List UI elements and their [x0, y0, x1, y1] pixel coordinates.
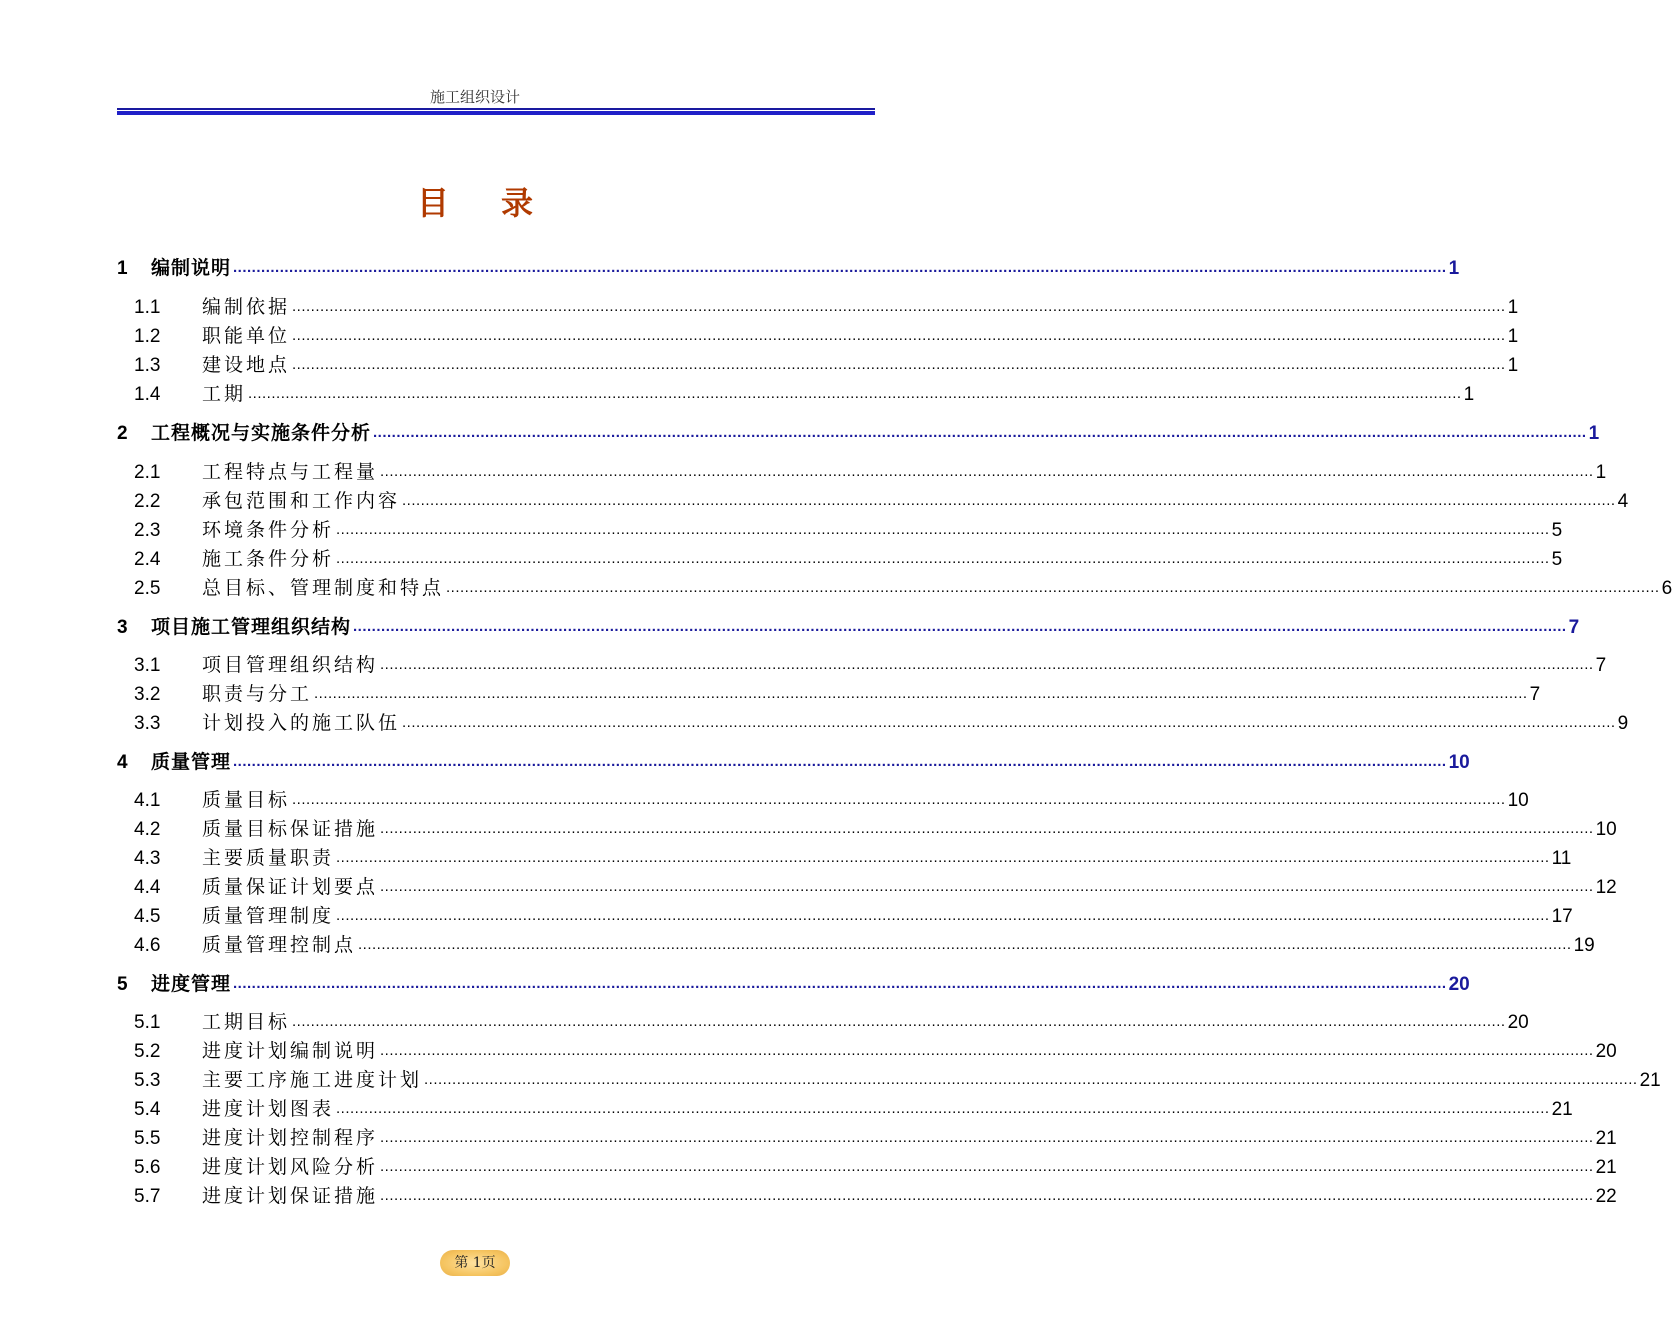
toc-entry-page: 20 [1448, 974, 1470, 995]
toc-entry-title: 质量目标 [202, 789, 291, 811]
toc-entry-number: 5.4 [134, 1099, 161, 1120]
toc-section-entry[interactable] [134, 1126, 1617, 1150]
toc-title-char-1: 目 [416, 184, 449, 222]
toc-section-entry[interactable] [134, 1068, 1661, 1092]
toc-entry-number: 2.5 [134, 578, 161, 599]
toc-entry-title: 职责与分工 [202, 683, 313, 705]
toc-dot-leader: .................................................................................................................................................................................................................................................................... [233, 975, 1447, 992]
toc-chapter-entry[interactable] [117, 972, 1470, 996]
toc-entry-page: 22 [1595, 1186, 1617, 1207]
toc-entry-number: 2.4 [134, 549, 161, 570]
toc-dot-leader: .................................................................................................................................................................................................................................................................... [314, 685, 1528, 702]
toc-dot-leader: .................................................................................................................................................................................................................................................................... [292, 327, 1506, 344]
toc-section-entry[interactable] [134, 518, 1563, 542]
toc-entry-number: 2 [117, 423, 128, 444]
toc-entry-title: 编制说明 [151, 257, 232, 279]
page-number-badge: 第 1页 [440, 1250, 510, 1276]
toc-entry-title: 施工条件分析 [202, 548, 335, 570]
toc-entry-page: 21 [1639, 1070, 1661, 1091]
toc-entry-number: 4 [117, 752, 128, 773]
toc-section-entry[interactable] [134, 875, 1617, 899]
toc-section-entry[interactable] [134, 1010, 1529, 1034]
toc-section-entry[interactable] [134, 1155, 1617, 1179]
toc-section-entry[interactable] [134, 846, 1572, 870]
toc-dot-leader: .................................................................................................................................................................................................................................................................... [380, 1158, 1594, 1175]
toc-entry-page: 10 [1448, 752, 1470, 773]
toc-entry-title: 项目管理组织结构 [202, 654, 379, 676]
toc-entry-page: 1 [1595, 462, 1607, 483]
toc-entry-title: 职能单位 [202, 325, 291, 347]
header-rule-thick [117, 111, 875, 115]
toc-dot-leader: .................................................................................................................................................................................................................................................................... [380, 1042, 1594, 1059]
toc-dot-leader: .................................................................................................................................................................................................................................................................... [380, 878, 1594, 895]
toc-chapter-entry[interactable] [117, 615, 1580, 639]
toc-dot-leader: .................................................................................................................................................................................................................................................................... [292, 298, 1506, 315]
toc-dot-leader: .................................................................................................................................................................................................................................................................... [336, 1100, 1550, 1117]
toc-section-entry[interactable] [134, 489, 1629, 513]
toc-section-entry[interactable] [134, 711, 1629, 735]
running-header: 施工组织设计 [429, 88, 520, 106]
toc-entry-number: 5.1 [134, 1012, 161, 1033]
toc-dot-leader: .................................................................................................................................................................................................................................................................... [373, 424, 1587, 441]
toc-dot-leader: .................................................................................................................................................................................................................................................................... [358, 936, 1572, 953]
toc-dot-leader: .................................................................................................................................................................................................................................................................... [336, 849, 1550, 866]
toc-entry-title: 项目施工管理组织结构 [151, 616, 352, 638]
toc-entry-page: 1 [1448, 258, 1460, 279]
toc-entry-page: 5 [1551, 549, 1563, 570]
toc-entry-number: 5.6 [134, 1157, 161, 1178]
toc-dot-leader: .................................................................................................................................................................................................................................................................... [380, 1187, 1594, 1204]
toc-entry-number: 4.1 [134, 790, 161, 811]
toc-entry-page: 1 [1507, 297, 1519, 318]
toc-dot-leader: .................................................................................................................................................................................................................................................................... [424, 1071, 1638, 1088]
toc-dot-leader: .................................................................................................................................................................................................................................................................... [446, 579, 1660, 596]
toc-chapter-entry[interactable] [117, 750, 1470, 774]
toc-entry-page: 7 [1529, 684, 1541, 705]
toc-entry-title: 进度计划图表 [202, 1098, 335, 1120]
toc-entry-number: 4.6 [134, 935, 161, 956]
toc-dot-leader: .................................................................................................................................................................................................................................................................... [380, 1129, 1594, 1146]
toc-entry-page: 9 [1617, 713, 1629, 734]
toc-entry-title: 工程概况与实施条件分析 [151, 422, 372, 444]
toc-section-entry[interactable] [134, 576, 1672, 600]
toc-entry-number: 3.2 [134, 684, 161, 705]
toc-entry-title: 编制依据 [202, 296, 291, 318]
toc-entry-title: 总目标、管理制度和特点 [202, 577, 445, 599]
toc-entry-number: 2.3 [134, 520, 161, 541]
toc-dot-leader: .................................................................................................................................................................................................................................................................... [292, 1013, 1506, 1030]
toc-entry-page: 12 [1595, 877, 1617, 898]
toc-entry-page: 11 [1551, 848, 1572, 869]
toc-entry-page: 17 [1551, 906, 1573, 927]
toc-entry-page: 21 [1551, 1099, 1573, 1120]
toc-entry-title: 环境条件分析 [202, 519, 335, 541]
toc-dot-leader: .................................................................................................................................................................................................................................................................... [402, 714, 1616, 731]
toc-entry-page: 21 [1595, 1157, 1617, 1178]
toc-section-entry[interactable] [134, 295, 1519, 319]
toc-section-entry[interactable] [134, 353, 1519, 377]
toc-entry-page: 5 [1551, 520, 1563, 541]
toc-entry-page: 19 [1573, 935, 1595, 956]
toc-entry-number: 4.2 [134, 819, 161, 840]
toc-entry-number: 5.3 [134, 1070, 161, 1091]
toc-entry-page: 1 [1507, 326, 1519, 347]
toc-entry-number: 4.4 [134, 877, 161, 898]
toc-entry-number: 3 [117, 617, 128, 638]
toc-section-entry[interactable] [134, 682, 1541, 706]
toc-section-entry[interactable] [134, 460, 1607, 484]
toc-entry-title: 进度计划控制程序 [202, 1127, 379, 1149]
toc-entry-title: 进度计划保证措施 [202, 1185, 379, 1207]
toc-chapter-entry[interactable] [117, 256, 1460, 280]
toc-chapter-entry[interactable] [117, 421, 1600, 445]
toc-entry-title: 主要质量职责 [202, 847, 335, 869]
toc-entry-page: 7 [1595, 655, 1607, 676]
toc-entry-title: 进度管理 [151, 973, 232, 995]
toc-entry-page: 10 [1595, 819, 1617, 840]
toc-entry-page: 6 [1661, 578, 1672, 599]
toc-entry-title: 工期 [202, 383, 247, 405]
toc-entry-page: 20 [1507, 1012, 1529, 1033]
toc-entry-number: 5.7 [134, 1186, 161, 1207]
toc-entry-page: 1 [1507, 355, 1519, 376]
toc-dot-leader: .................................................................................................................................................................................................................................................................... [380, 820, 1594, 837]
toc-section-entry[interactable] [134, 817, 1617, 841]
toc-entry-number: 3.3 [134, 713, 161, 734]
toc-entry-title: 建设地点 [202, 354, 291, 376]
toc-entry-title: 主要工序施工进度计划 [202, 1069, 423, 1091]
toc-dot-leader: .................................................................................................................................................................................................................................................................... [380, 656, 1594, 673]
toc-entry-page: 1 [1463, 384, 1475, 405]
header-rule-thin [117, 108, 875, 110]
toc-entry-number: 1.4 [134, 384, 161, 405]
toc-entry-number: 4.5 [134, 906, 161, 927]
toc-entry-title: 质量保证计划要点 [202, 876, 379, 898]
toc-entry-number: 5 [117, 974, 128, 995]
toc-dot-leader: .................................................................................................................................................................................................................................................................... [380, 463, 1594, 480]
toc-dot-leader: .................................................................................................................................................................................................................................................................... [336, 907, 1550, 924]
toc-entry-number: 1.3 [134, 355, 161, 376]
toc-dot-leader: .................................................................................................................................................................................................................................................................... [292, 791, 1506, 808]
toc-entry-number: 1.1 [134, 297, 161, 318]
toc-entry-page: 21 [1595, 1128, 1617, 1149]
toc-section-entry[interactable] [134, 933, 1595, 957]
toc-entry-title: 进度计划编制说明 [202, 1040, 379, 1062]
toc-dot-leader: .................................................................................................................................................................................................................................................................... [248, 385, 1462, 402]
toc-entry-page: 7 [1568, 617, 1580, 638]
toc-entry-page: 20 [1595, 1041, 1617, 1062]
toc-entry-page: 10 [1507, 790, 1529, 811]
toc-entry-title: 质量管理控制点 [202, 934, 357, 956]
toc-entry-title: 质量目标保证措施 [202, 818, 379, 840]
toc-title [0, 178, 950, 224]
toc-entry-page: 4 [1617, 491, 1629, 512]
toc-entry-title: 承包范围和工作内容 [202, 490, 401, 512]
toc-entry-title: 工程特点与工程量 [202, 461, 379, 483]
toc-section-entry[interactable] [134, 324, 1519, 348]
toc-section-entry[interactable] [134, 653, 1607, 677]
toc-entry-title: 质量管理 [151, 751, 232, 773]
toc-section-entry[interactable] [134, 1184, 1617, 1208]
toc-entry-number: 3.1 [134, 655, 161, 676]
toc-entry-number: 4.3 [134, 848, 161, 869]
toc-dot-leader: .................................................................................................................................................................................................................................................................... [353, 618, 1567, 635]
toc-dot-leader: .................................................................................................................................................................................................................................................................... [233, 259, 1447, 276]
toc-entry-number: 2.1 [134, 462, 161, 483]
toc-dot-leader: .................................................................................................................................................................................................................................................................... [336, 550, 1550, 567]
toc-entry-number: 2.2 [134, 491, 161, 512]
toc-entry-number: 5.5 [134, 1128, 161, 1149]
toc-entry-title: 工期目标 [202, 1011, 291, 1033]
toc-entry-page: 1 [1588, 423, 1600, 444]
toc-title-char-2: 录 [501, 184, 534, 222]
toc-dot-leader: .................................................................................................................................................................................................................................................................... [292, 356, 1506, 373]
toc-dot-leader: .................................................................................................................................................................................................................................................................... [233, 753, 1447, 770]
toc-section-entry[interactable] [134, 547, 1563, 571]
toc-section-entry[interactable] [134, 1097, 1573, 1121]
toc-entry-number: 1 [117, 258, 128, 279]
toc-entry-title: 质量管理制度 [202, 905, 335, 927]
toc-dot-leader: .................................................................................................................................................................................................................................................................... [402, 492, 1616, 509]
toc-section-entry[interactable] [134, 788, 1529, 812]
toc-entry-number: 5.2 [134, 1041, 161, 1062]
toc-entry-number: 1.2 [134, 326, 161, 347]
toc-entry-title: 计划投入的施工队伍 [202, 712, 401, 734]
toc-section-entry[interactable] [134, 382, 1475, 406]
toc-entry-title: 进度计划风险分析 [202, 1156, 379, 1178]
toc-section-entry[interactable] [134, 904, 1573, 928]
toc-section-entry[interactable] [134, 1039, 1617, 1063]
toc-dot-leader: .................................................................................................................................................................................................................................................................... [336, 521, 1550, 538]
